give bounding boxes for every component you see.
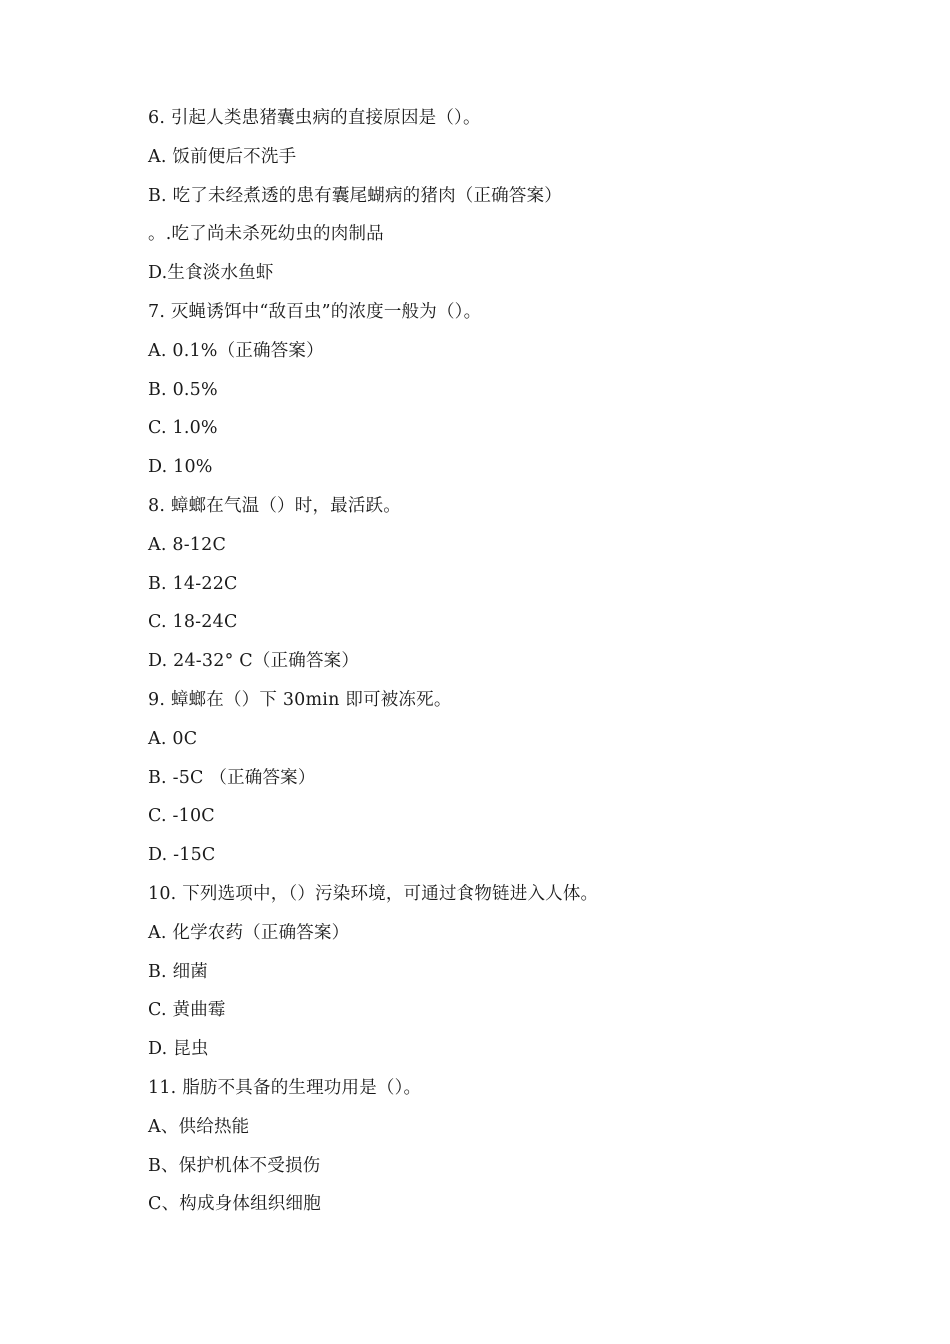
question-9-stem: 9. 蟑螂在（）下 30min 即可被冻死。: [148, 689, 452, 710]
question-10-option-a: A. 化学农药（正确答案）: [148, 922, 350, 943]
question-6-option-b: B. 吃了未经煮透的患有囊尾蝴病的猪肉（正确答案）: [148, 185, 562, 206]
question-9-option-c: C. -10C: [148, 806, 215, 827]
question-8-option-b: B. 14-22C: [148, 573, 238, 594]
question-11-option-a: A、供给热能: [148, 1116, 250, 1137]
question-7-option-a: A. 0.1%（正确答案）: [148, 340, 324, 361]
question-11-option-c: C、构成身体组织细胞: [148, 1194, 321, 1215]
question-11-option-b: B、保护机体不受损伤: [148, 1155, 321, 1176]
question-8-option-a: A. 8-12C: [148, 534, 227, 555]
question-8-stem: 8. 蟑螂在气温（）时，最活跃。: [148, 495, 401, 516]
question-10-option-c: C. 黄曲霉: [148, 1000, 226, 1021]
question-8-option-d: D. 24-32° C（正确答案）: [148, 651, 360, 672]
question-7-stem: 7. 灭蝇诱饵中“敌百虫”的浓度一般为（）。: [148, 301, 482, 322]
question-9-option-b: B. -5C （正确答案）: [148, 767, 316, 788]
question-8-option-c: C. 18-24C: [148, 612, 238, 633]
question-10-option-b: B. 细菌: [148, 961, 208, 982]
question-7-option-c: C. 1.0%: [148, 418, 218, 439]
question-6-option-c: 。.吃了尚未杀死幼虫的肉制品: [148, 224, 384, 245]
question-10-stem: 10. 下列选项中，（）污染环境，可通过食物链进入人体。: [148, 883, 599, 904]
question-9-option-a: A. 0C: [148, 728, 198, 749]
question-6-stem: 6. 引起人类患猪囊虫病的直接原因是（）。: [148, 108, 481, 128]
question-9-option-d: D. -15C: [148, 845, 216, 866]
question-6-option-d: D.生食淡水鱼虾: [148, 263, 274, 284]
question-7-option-b: B. 0.5%: [148, 379, 218, 400]
question-6-option-a: A. 饭前便后不洗手: [148, 146, 297, 167]
question-10-option-d: D. 昆虫: [148, 1039, 209, 1060]
question-list: [148, 103, 908, 1228]
question-7-option-d: D. 10%: [148, 457, 213, 478]
question-11-stem: 11. 脂肪不具备的生理功用是（）。: [148, 1077, 422, 1098]
